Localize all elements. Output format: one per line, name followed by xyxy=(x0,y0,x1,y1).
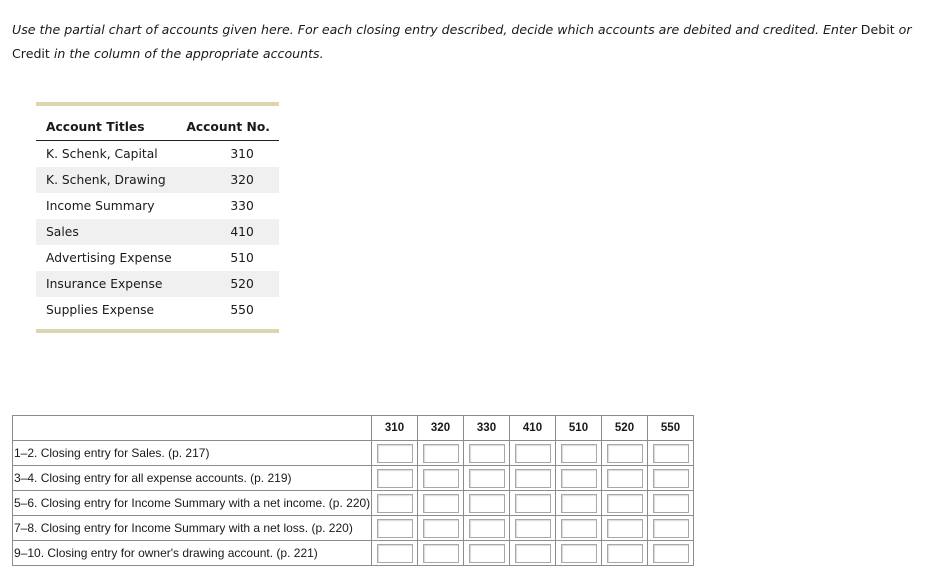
account-title: K. Schenk, Capital xyxy=(46,147,158,161)
entry-input-550[interactable] xyxy=(653,494,689,513)
entry-input-310[interactable] xyxy=(377,444,413,463)
entry-cell xyxy=(556,441,602,466)
account-title: K. Schenk, Drawing xyxy=(36,167,186,193)
entry-cell xyxy=(602,516,648,541)
account-number: 510 xyxy=(230,251,254,265)
entry-row xyxy=(13,441,694,466)
entry-cell xyxy=(648,491,694,516)
entry-cell xyxy=(648,441,694,466)
entry-cell xyxy=(372,516,418,541)
grid-column-header: 510 xyxy=(556,416,602,441)
entry-cell xyxy=(464,466,510,491)
entry-input-330[interactable] xyxy=(469,444,505,463)
account-number: 410 xyxy=(186,219,279,245)
entry-input-510[interactable] xyxy=(561,444,597,463)
entry-cell xyxy=(556,466,602,491)
entry-description: 3–4. Closing entry for all expense accounts. (p. 219) xyxy=(13,466,372,491)
account-row xyxy=(36,219,279,245)
account-number: 320 xyxy=(186,167,279,193)
grid-column-header: 520 xyxy=(602,416,648,441)
entry-input-410[interactable] xyxy=(515,444,551,463)
entry-cell xyxy=(510,466,556,491)
entry-input-520[interactable] xyxy=(607,544,643,563)
entry-input-410[interactable] xyxy=(515,469,551,488)
instructions-text-2: in the column of the appropriate accounts. xyxy=(49,46,324,61)
instructions-debit: Debit xyxy=(860,22,895,37)
grid-column-header: 310 xyxy=(372,416,418,441)
entry-input-550[interactable] xyxy=(653,469,689,488)
entry-cell xyxy=(372,491,418,516)
entry-input-320[interactable] xyxy=(423,469,459,488)
entry-description: 1–2. Closing entry for Sales. (p. 217) xyxy=(13,441,372,466)
account-row xyxy=(36,271,279,297)
entry-cell xyxy=(464,541,510,566)
entry-row xyxy=(13,491,694,516)
chart-of-accounts-table xyxy=(36,106,279,323)
entry-description: 5–6. Closing entry for Income Summary with a net income. (p. 220) xyxy=(13,491,372,516)
entry-cell xyxy=(418,516,464,541)
entry-input-550[interactable] xyxy=(653,519,689,538)
entry-cell xyxy=(418,466,464,491)
entry-input-520[interactable] xyxy=(607,519,643,538)
account-number-header: Account No. xyxy=(186,106,279,141)
grid-column-header: 410 xyxy=(510,416,556,441)
entry-row xyxy=(13,541,694,566)
account-title: Income Summary xyxy=(46,199,155,213)
entry-input-410[interactable] xyxy=(515,519,551,538)
entry-description: 7–8. Closing entry for Income Summary with a net loss. (p. 220) xyxy=(13,516,372,541)
entry-cell xyxy=(464,441,510,466)
entry-input-330[interactable] xyxy=(469,469,505,488)
entry-cell xyxy=(556,541,602,566)
entry-cell xyxy=(602,541,648,566)
entry-input-410[interactable] xyxy=(515,494,551,513)
account-number: 310 xyxy=(230,147,254,161)
entry-row xyxy=(13,516,694,541)
entry-cell xyxy=(556,516,602,541)
entry-cell xyxy=(372,441,418,466)
entry-input-510[interactable] xyxy=(561,544,597,563)
grid-description-header xyxy=(13,416,372,441)
entry-cell xyxy=(510,491,556,516)
grid-column-header: 330 xyxy=(464,416,510,441)
entry-cell xyxy=(418,441,464,466)
entry-input-310[interactable] xyxy=(377,469,413,488)
entry-row xyxy=(13,466,694,491)
account-title: Sales xyxy=(36,219,186,245)
entry-input-550[interactable] xyxy=(653,544,689,563)
entry-description: 9–10. Closing entry for owner's drawing account. (p. 221) xyxy=(13,541,372,566)
account-title: Supplies Expense xyxy=(46,303,155,317)
entry-cell xyxy=(372,541,418,566)
account-title: Insurance Expense xyxy=(36,271,186,297)
account-row xyxy=(36,167,279,193)
entry-cell xyxy=(510,441,556,466)
account-row xyxy=(36,245,279,271)
entry-input-510[interactable] xyxy=(561,494,597,513)
entry-cell xyxy=(464,516,510,541)
entry-input-320[interactable] xyxy=(423,444,459,463)
entry-input-330[interactable] xyxy=(469,494,505,513)
grid-header-row xyxy=(13,416,694,441)
entry-cell xyxy=(464,491,510,516)
account-number: 550 xyxy=(230,303,254,317)
entry-cell xyxy=(648,466,694,491)
account-title: Advertising Expense xyxy=(46,251,172,265)
entry-cell xyxy=(510,541,556,566)
entry-cell xyxy=(510,516,556,541)
entry-input-320[interactable] xyxy=(423,519,459,538)
entry-input-330[interactable] xyxy=(469,519,505,538)
account-row xyxy=(36,297,279,323)
instructions xyxy=(12,18,932,66)
entry-cell xyxy=(602,491,648,516)
entry-cell xyxy=(648,516,694,541)
entry-input-520[interactable] xyxy=(607,469,643,488)
entry-cell xyxy=(372,466,418,491)
entry-input-330[interactable] xyxy=(469,544,505,563)
chart-of-accounts xyxy=(36,102,279,333)
instructions-credit: Credit xyxy=(12,46,50,61)
account-number: 520 xyxy=(186,271,279,297)
entry-input-520[interactable] xyxy=(607,494,643,513)
entry-input-310[interactable] xyxy=(377,519,413,538)
entry-cell xyxy=(602,441,648,466)
instructions-text-1: Use the partial chart of accounts given here. For each closing entry described, decide which accounts are debited and credited. Enter xyxy=(12,22,861,37)
instructions-or: or xyxy=(894,22,912,37)
account-row xyxy=(36,141,279,168)
entry-input-310[interactable] xyxy=(377,544,413,563)
entry-cell xyxy=(556,491,602,516)
entry-input-310[interactable] xyxy=(377,494,413,513)
entry-input-550[interactable] xyxy=(653,444,689,463)
entry-input-320[interactable] xyxy=(423,544,459,563)
grid-column-header: 320 xyxy=(418,416,464,441)
entry-input-320[interactable] xyxy=(423,494,459,513)
grid-column-header: 550 xyxy=(648,416,694,441)
chart-of-accounts-header-row xyxy=(36,106,279,141)
entry-input-410[interactable] xyxy=(515,544,551,563)
account-number: 330 xyxy=(230,199,254,213)
account-titles-header: Account Titles xyxy=(36,106,186,141)
closing-entries-grid xyxy=(12,415,694,566)
entry-input-510[interactable] xyxy=(561,469,597,488)
entry-cell xyxy=(418,491,464,516)
entry-cell xyxy=(602,466,648,491)
entry-cell xyxy=(648,541,694,566)
account-row xyxy=(36,193,279,219)
entry-input-520[interactable] xyxy=(607,444,643,463)
entry-cell xyxy=(418,541,464,566)
entry-input-510[interactable] xyxy=(561,519,597,538)
